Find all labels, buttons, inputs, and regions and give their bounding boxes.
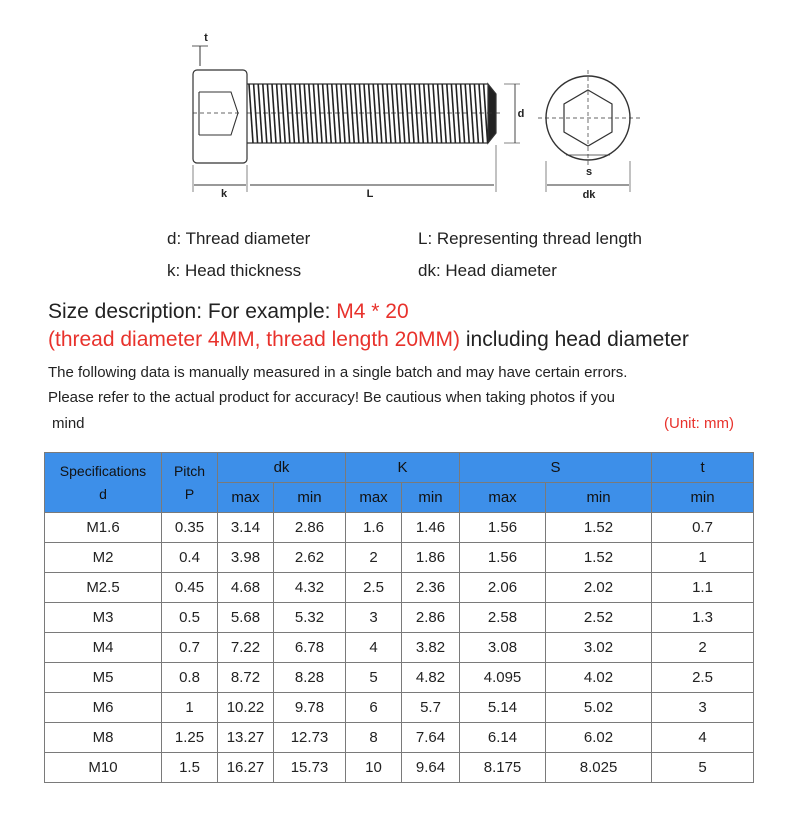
thread-crest bbox=[309, 84, 313, 143]
thread-crest bbox=[263, 84, 267, 143]
thread-crest bbox=[318, 84, 322, 143]
value-cell: 4.095 bbox=[460, 663, 546, 693]
thread-crest bbox=[323, 84, 327, 143]
value-cell: 2.5 bbox=[346, 573, 402, 603]
value-cell: 5.14 bbox=[460, 693, 546, 723]
thread-crest bbox=[401, 84, 405, 143]
value-cell: 4.68 bbox=[218, 573, 274, 603]
value-cell: 4 bbox=[346, 633, 402, 663]
screw-tip bbox=[488, 84, 496, 143]
value-cell: 0.5 bbox=[162, 603, 218, 633]
thread-crest bbox=[350, 84, 354, 143]
thread-crest bbox=[254, 84, 258, 143]
value-cell: 4.02 bbox=[546, 663, 652, 693]
thread-lines bbox=[249, 84, 488, 143]
screw-head bbox=[193, 70, 247, 163]
size-description-line1 bbox=[48, 300, 409, 324]
value-cell: 1 bbox=[162, 693, 218, 723]
table-row bbox=[45, 693, 754, 723]
value-cell: 6.14 bbox=[460, 723, 546, 753]
thread-crest bbox=[300, 84, 304, 143]
thread-crest bbox=[277, 84, 281, 143]
value-cell: 2.86 bbox=[274, 513, 346, 543]
value-cell: 8.175 bbox=[460, 753, 546, 783]
header-t-min: min bbox=[652, 483, 754, 513]
value-cell: 1.52 bbox=[546, 543, 652, 573]
legend-L: L: Representing thread length bbox=[418, 229, 642, 248]
table-row bbox=[45, 633, 754, 663]
header-dk-min: min bbox=[274, 483, 346, 513]
thread-crest bbox=[387, 84, 391, 143]
size-example: M4 * 20 bbox=[336, 300, 409, 323]
note-line3: mind bbox=[52, 415, 85, 432]
thread-crest bbox=[484, 84, 488, 143]
screw-drawing bbox=[0, 0, 800, 212]
thread-crest bbox=[258, 84, 262, 143]
thread-crest bbox=[382, 84, 386, 143]
thread-crest bbox=[313, 84, 317, 143]
spec-cell: M6 bbox=[45, 693, 162, 723]
size-detail: (thread diameter 4MM, thread length 20MM) bbox=[48, 328, 461, 351]
value-cell: 1 bbox=[652, 543, 754, 573]
header-spec-sub: d bbox=[99, 485, 107, 502]
spec-cell: M2.5 bbox=[45, 573, 162, 603]
value-cell: 5.68 bbox=[218, 603, 274, 633]
value-cell: 1.52 bbox=[546, 513, 652, 543]
thread-crest bbox=[272, 84, 276, 143]
thread-crest bbox=[341, 84, 345, 143]
thread-crest bbox=[479, 84, 483, 143]
header-dk: dk bbox=[218, 453, 346, 483]
d-label: d bbox=[517, 108, 525, 120]
value-cell: 4.82 bbox=[402, 663, 460, 693]
thread-crest bbox=[424, 84, 428, 143]
L-label: L bbox=[366, 188, 374, 200]
value-cell: 1.6 bbox=[346, 513, 402, 543]
thread-crest bbox=[442, 84, 446, 143]
value-cell: 16.27 bbox=[218, 753, 274, 783]
spec-cell: M8 bbox=[45, 723, 162, 753]
value-cell: 4.32 bbox=[274, 573, 346, 603]
value-cell: 1.86 bbox=[402, 543, 460, 573]
spec-table-body bbox=[45, 513, 754, 783]
thread-crest bbox=[355, 84, 359, 143]
value-cell: 2 bbox=[346, 543, 402, 573]
value-cell: 3 bbox=[652, 693, 754, 723]
value-cell: 8.28 bbox=[274, 663, 346, 693]
value-cell: 6.02 bbox=[546, 723, 652, 753]
value-cell: 3.98 bbox=[218, 543, 274, 573]
spec-cell: M1.6 bbox=[45, 513, 162, 543]
value-cell: 1.5 bbox=[162, 753, 218, 783]
value-cell: 13.27 bbox=[218, 723, 274, 753]
value-cell: 1.46 bbox=[402, 513, 460, 543]
thread-crest bbox=[378, 84, 382, 143]
value-cell: 3.08 bbox=[460, 633, 546, 663]
thread-crest bbox=[428, 84, 432, 143]
thread-crest bbox=[295, 84, 299, 143]
thread-crest bbox=[456, 84, 460, 143]
value-cell: 0.8 bbox=[162, 663, 218, 693]
spec-cell: M4 bbox=[45, 633, 162, 663]
note-line1: The following data is manually measured in a single batch and may have certain errors. bbox=[48, 364, 628, 381]
thread-crest bbox=[392, 84, 396, 143]
value-cell: 3.02 bbox=[546, 633, 652, 663]
spec-cell: M5 bbox=[45, 663, 162, 693]
value-cell: 4 bbox=[652, 723, 754, 753]
value-cell: 6.78 bbox=[274, 633, 346, 663]
s-label: s bbox=[585, 166, 593, 178]
value-cell: 3.14 bbox=[218, 513, 274, 543]
thread-crest bbox=[332, 84, 336, 143]
thread-crest bbox=[369, 84, 373, 143]
table-row bbox=[45, 513, 754, 543]
unit-label: (Unit: mm) bbox=[664, 415, 734, 432]
header-pitch-label: Pitch bbox=[173, 462, 206, 479]
thread-crest bbox=[396, 84, 400, 143]
value-cell: 8 bbox=[346, 723, 402, 753]
header-s-min: min bbox=[546, 483, 652, 513]
thread-crest bbox=[474, 84, 478, 143]
value-cell: 1.1 bbox=[652, 573, 754, 603]
thread-crest bbox=[415, 84, 419, 143]
value-cell: 2.06 bbox=[460, 573, 546, 603]
header-k-max: max bbox=[346, 483, 402, 513]
value-cell: 0.7 bbox=[162, 633, 218, 663]
size-description-prefix: Size description: For example: bbox=[48, 300, 337, 323]
thread-crest bbox=[327, 84, 331, 143]
spec-cell: M2 bbox=[45, 543, 162, 573]
value-cell: 9.64 bbox=[402, 753, 460, 783]
thread-crest bbox=[419, 84, 423, 143]
value-cell: 7.64 bbox=[402, 723, 460, 753]
header-pitch bbox=[162, 453, 218, 513]
table-row bbox=[45, 723, 754, 753]
value-cell: 2.02 bbox=[546, 573, 652, 603]
value-cell: 2.86 bbox=[402, 603, 460, 633]
value-cell: 0.35 bbox=[162, 513, 218, 543]
value-cell: 9.78 bbox=[274, 693, 346, 723]
dk-label: dk bbox=[582, 189, 596, 201]
thread-crest bbox=[373, 84, 377, 143]
k-label: k bbox=[220, 188, 228, 200]
value-cell: 2.5 bbox=[652, 663, 754, 693]
value-cell: 12.73 bbox=[274, 723, 346, 753]
value-cell: 1.25 bbox=[162, 723, 218, 753]
legend-k: k: Head thickness bbox=[167, 261, 302, 280]
thread-crest bbox=[281, 84, 285, 143]
thread-crest bbox=[336, 84, 340, 143]
value-cell: 5.32 bbox=[274, 603, 346, 633]
spec-table bbox=[44, 452, 754, 783]
value-cell: 10.22 bbox=[218, 693, 274, 723]
thread-crest bbox=[290, 84, 294, 143]
value-cell: 2 bbox=[652, 633, 754, 663]
value-cell: 5 bbox=[346, 663, 402, 693]
header-k-min: min bbox=[402, 483, 460, 513]
thread-crest bbox=[249, 84, 253, 143]
screw-diagram bbox=[0, 0, 800, 212]
thread-crest bbox=[433, 84, 437, 143]
value-cell: 1.3 bbox=[652, 603, 754, 633]
note-line2: Please refer to the actual product for accuracy! Be cautious when taking photos if you bbox=[48, 389, 615, 406]
thread-crest bbox=[364, 84, 368, 143]
t-label: t bbox=[204, 32, 208, 44]
value-cell: 2.52 bbox=[546, 603, 652, 633]
header-pitch-sub: P bbox=[184, 485, 195, 502]
header-s: S bbox=[460, 453, 652, 483]
size-suffix: including head diameter bbox=[460, 328, 689, 351]
legend-d: d: Thread diameter bbox=[167, 229, 311, 248]
spec-cell: M10 bbox=[45, 753, 162, 783]
thread-crest bbox=[438, 84, 442, 143]
value-cell: 0.7 bbox=[652, 513, 754, 543]
value-cell: 8.025 bbox=[546, 753, 652, 783]
value-cell: 3.82 bbox=[402, 633, 460, 663]
table-row bbox=[45, 603, 754, 633]
thread-crest bbox=[447, 84, 451, 143]
value-cell: 6 bbox=[346, 693, 402, 723]
thread-crest bbox=[410, 84, 414, 143]
thread-crest bbox=[359, 84, 363, 143]
table-row bbox=[45, 663, 754, 693]
thread-crest bbox=[304, 84, 308, 143]
thread-crest bbox=[451, 84, 455, 143]
value-cell: 0.4 bbox=[162, 543, 218, 573]
thread-crest bbox=[461, 84, 465, 143]
thread-crest bbox=[405, 84, 409, 143]
table-row bbox=[45, 753, 754, 783]
thread-crest bbox=[470, 84, 474, 143]
thread-crest bbox=[346, 84, 350, 143]
header-dk-max: max bbox=[218, 483, 274, 513]
thread-crest bbox=[286, 84, 290, 143]
value-cell: 3 bbox=[346, 603, 402, 633]
value-cell: 7.22 bbox=[218, 633, 274, 663]
thread-crest bbox=[465, 84, 469, 143]
value-cell: 5 bbox=[652, 753, 754, 783]
table-row bbox=[45, 573, 754, 603]
value-cell: 1.56 bbox=[460, 513, 546, 543]
header-k: K bbox=[346, 453, 460, 483]
header-t: t bbox=[652, 453, 754, 483]
legend-dk: dk: Head diameter bbox=[418, 261, 557, 280]
value-cell: 10 bbox=[346, 753, 402, 783]
size-description-line2 bbox=[48, 328, 689, 352]
value-cell: 5.02 bbox=[546, 693, 652, 723]
value-cell: 1.56 bbox=[460, 543, 546, 573]
value-cell: 0.45 bbox=[162, 573, 218, 603]
value-cell: 2.36 bbox=[402, 573, 460, 603]
value-cell: 8.72 bbox=[218, 663, 274, 693]
thread-crest bbox=[267, 84, 271, 143]
table-row bbox=[45, 543, 754, 573]
header-spec-label: Specifications bbox=[59, 462, 147, 479]
value-cell: 2.58 bbox=[460, 603, 546, 633]
header-s-max: max bbox=[460, 483, 546, 513]
spec-cell: M3 bbox=[45, 603, 162, 633]
header-specifications bbox=[45, 453, 162, 513]
value-cell: 2.62 bbox=[274, 543, 346, 573]
value-cell: 5.7 bbox=[402, 693, 460, 723]
value-cell: 15.73 bbox=[274, 753, 346, 783]
